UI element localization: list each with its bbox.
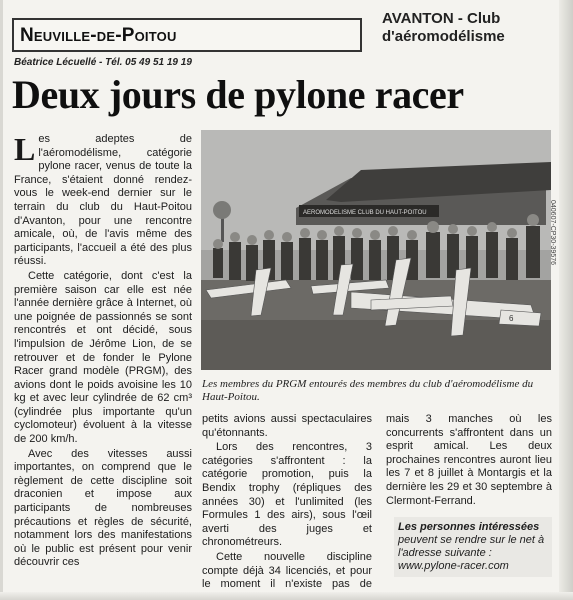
headline: Deux jours de pylone racer xyxy=(12,72,464,117)
article-column-2 xyxy=(202,413,372,600)
paragraph xyxy=(14,133,192,269)
contact-lead: Les personnes intéressées xyxy=(398,521,540,533)
contact-text: peuvent se rendre sur le net à l'adresse suivante : www.pylone-racer.com xyxy=(398,534,545,572)
photo-code: 040607-CP30-39576 xyxy=(549,200,556,265)
club-title: AVANTON - Club d'aéromodélisme xyxy=(382,10,505,45)
news-photo xyxy=(201,130,551,370)
article-column-1 xyxy=(14,133,192,571)
section-header-box xyxy=(12,18,362,52)
paragraph: Lors des rencontres, 3 catégories s'affrontent : la catégorie promotion, puis la Bendix trophy (répliques des années 30) et l'unlimited (les Formules 1 des airs), sous l'œil averti des juges et chronométreurs. xyxy=(202,441,372,549)
paragraph: Cette catégorie, dont c'est la première saison car elle est née l'année dernière grâce à Internet, où une poignée de passionnés se sont rencontrés et ont décidé, sous l'impulsion de Jérôme Lion, de se retrouver et de fonder le Pylone Racer grand modèle (PRGM), des avions dont le poids avoisine les 10 kg et avec leur cylindrée de 62 cm³ (cylindrée plus importante qu'un cyclomoteur) évoluent à la vitesse de 200 km/h. xyxy=(14,269,192,446)
contact-box xyxy=(394,517,552,577)
paragraph-text: es adeptes de l'aéromodélisme, catégorie pylone racer, venus de toute la France, s'étaient donné rendez-vous le week-end dernier sur le terrain du club du Haut-Poitou d'Avanton, pour une rencontre amicale, où, de l'avis même des participants, l'accueil a été des plus réussi. xyxy=(14,133,192,268)
photo-caption: Les membres du PRGM entourés des membres du club d'aéromodélisme du Haut-Poitou. xyxy=(202,378,534,403)
tent-banner: AEROMODELISME CLUB DU HAUT-POITOU xyxy=(303,210,427,216)
article-column-3 xyxy=(386,413,552,508)
town-name: Neuville-de-Poitou xyxy=(20,25,177,46)
paper-edge-left xyxy=(0,0,3,600)
paper-edge-right xyxy=(559,0,573,600)
byline: Béatrice Lécuellé - Tél. 05 49 51 19 19 xyxy=(14,57,192,68)
paragraph: petits avions aussi spectaculaires qu'étonnants. xyxy=(202,413,372,439)
dropcap: L xyxy=(14,131,36,167)
paper-edge-bottom xyxy=(0,592,573,600)
paragraph: Avec des vitesses aussi importantes, on comprend que le règlement de cette discipline soit draconien et impose aux participants de nombreuses précautions et règles de sécurité, notamment lors des manifestations où le public est présent pour venir découvrir ces xyxy=(14,447,192,569)
paragraph: mais 3 manches où les concurrents s'affrontent dans un esprit amical. Les deux prochaines rencontres auront lieu les 7 et 8 juillet à Montargis et la dernière les 29 et 30 septembre à Clermont-Ferrand. xyxy=(386,413,552,507)
photo-scene xyxy=(201,130,551,370)
paragraph: Cette nouvelle discipline compte déjà 34 licenciés, et pour le moment il n'existe pas de xyxy=(202,550,372,591)
plane-number: 6 xyxy=(509,314,514,323)
